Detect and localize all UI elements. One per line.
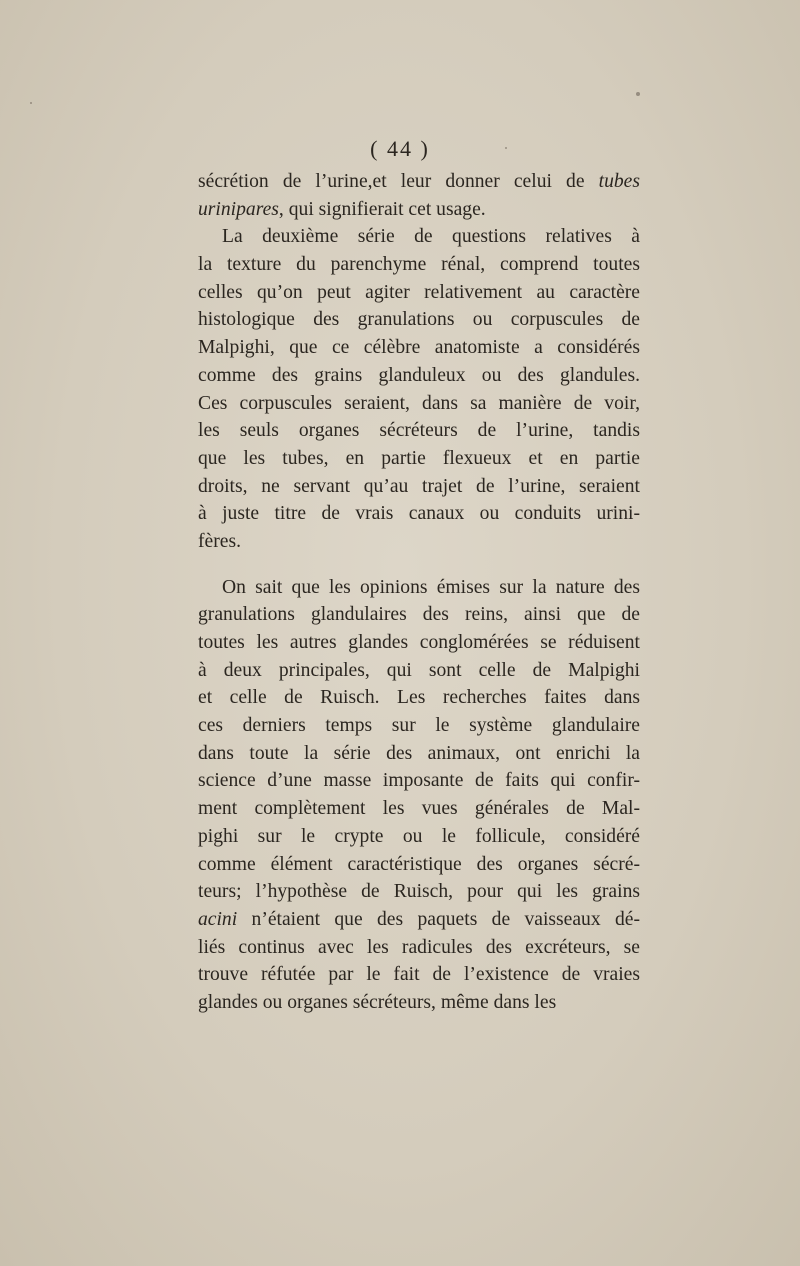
text-line bbox=[198, 629, 640, 657]
text-line bbox=[198, 279, 640, 307]
text-run: dans toute la série des animaux, ont enrichi la bbox=[198, 742, 640, 764]
paragraph bbox=[198, 168, 640, 223]
text-line bbox=[198, 989, 640, 1017]
text-line bbox=[198, 334, 640, 362]
text-line bbox=[198, 740, 640, 768]
text-run: Malpighi, que ce célèbre anatomiste a considérés bbox=[198, 337, 640, 359]
text-run: science d’une masse imposante de faits qui confir- bbox=[198, 770, 640, 792]
text-run: ces derniers temps sur le système glandulaire bbox=[198, 715, 640, 737]
text-line bbox=[198, 500, 640, 528]
text-line bbox=[198, 417, 640, 445]
text-run: à juste titre de vrais canaux ou conduits urini- bbox=[198, 503, 640, 525]
text-line bbox=[198, 601, 640, 629]
text-line bbox=[198, 473, 640, 501]
text-run: fères. bbox=[198, 530, 241, 552]
body-text bbox=[198, 168, 640, 1017]
text-run: la texture du parenchyme rénal, comprend toutes bbox=[198, 254, 640, 276]
text-line bbox=[198, 574, 640, 602]
text-line bbox=[198, 168, 640, 196]
paragraph-gap bbox=[198, 556, 640, 574]
text-line bbox=[198, 445, 640, 473]
text-run: comme élément caractéristique des organes sécré- bbox=[198, 853, 640, 875]
text-line bbox=[198, 878, 640, 906]
text-run: à deux principales, qui sont celle de Malpighi bbox=[198, 659, 640, 681]
text-run: trouve réfutée par le fait de l’existence de vraies bbox=[198, 964, 640, 986]
text-line bbox=[198, 767, 640, 795]
paragraph bbox=[198, 574, 640, 1017]
text-line bbox=[198, 528, 640, 556]
text-line bbox=[198, 223, 640, 251]
text-line bbox=[198, 795, 640, 823]
text-line bbox=[198, 684, 640, 712]
text-line bbox=[198, 196, 640, 224]
text-line bbox=[198, 961, 640, 989]
text-line bbox=[198, 934, 640, 962]
italic-term: urinipares bbox=[198, 198, 279, 220]
text-line bbox=[198, 906, 640, 934]
text-run: les seuls organes sécréteurs de l’urine, tandis bbox=[198, 420, 640, 442]
text-run: La deuxième série de questions relatives à bbox=[222, 226, 640, 248]
text-run: que les tubes, en partie flexueux et en partie bbox=[198, 447, 640, 469]
italic-term: tubes bbox=[598, 171, 640, 192]
text-line bbox=[198, 657, 640, 685]
text-run: toutes les autres glandes conglomérées se réduisent bbox=[198, 632, 640, 653]
text-run: n’étaient que des paquets de vaisseaux dé- bbox=[237, 908, 640, 930]
text-line bbox=[198, 362, 640, 390]
text-run: Ces corpuscules seraient, dans sa manière de voir, bbox=[198, 392, 640, 414]
text-run: granulations glandulaires des reins, ainsi que de bbox=[198, 604, 640, 626]
text-line bbox=[198, 306, 640, 334]
text-run: et celle de Ruisch. Les recherches faites dans bbox=[198, 687, 640, 709]
text-line bbox=[198, 251, 640, 279]
text-line bbox=[198, 712, 640, 740]
text-run: ment complètement les vues générales de Mal- bbox=[198, 798, 640, 820]
text-run: histologique des granulations ou corpuscules de bbox=[198, 309, 640, 331]
text-line bbox=[198, 823, 640, 851]
text-run: celles qu’on peut agiter relativement au caractère bbox=[198, 281, 640, 303]
page-number: ( 44 ) bbox=[370, 136, 430, 161]
text-run: sécrétion de l’urine,et leur donner celui de bbox=[198, 171, 599, 192]
text-run: glandes ou organes sécréteurs, même dans les bbox=[198, 991, 557, 1013]
text-run: teurs; l’hypothèse de Ruisch, pour qui les grains bbox=[198, 881, 640, 903]
text-run: liés continus avec les radicules des excréteurs, se bbox=[198, 936, 640, 958]
text-run: On sait que les opinions émises sur la nature des bbox=[222, 576, 640, 598]
text-line bbox=[198, 390, 640, 418]
italic-term: acini bbox=[198, 908, 238, 930]
paper-speck bbox=[30, 102, 32, 104]
paragraph bbox=[198, 223, 640, 555]
text-run: , qui signifierait cet usage. bbox=[278, 198, 486, 220]
paper-speck bbox=[636, 92, 640, 96]
text-run: droits, ne servant qu’au trajet de l’urine, seraient bbox=[198, 475, 640, 497]
text-run: comme des grains glanduleux ou des glandules. bbox=[198, 364, 640, 386]
text-line bbox=[198, 851, 640, 879]
text-run: pighi sur le crypte ou le follicule, considéré bbox=[198, 825, 640, 847]
